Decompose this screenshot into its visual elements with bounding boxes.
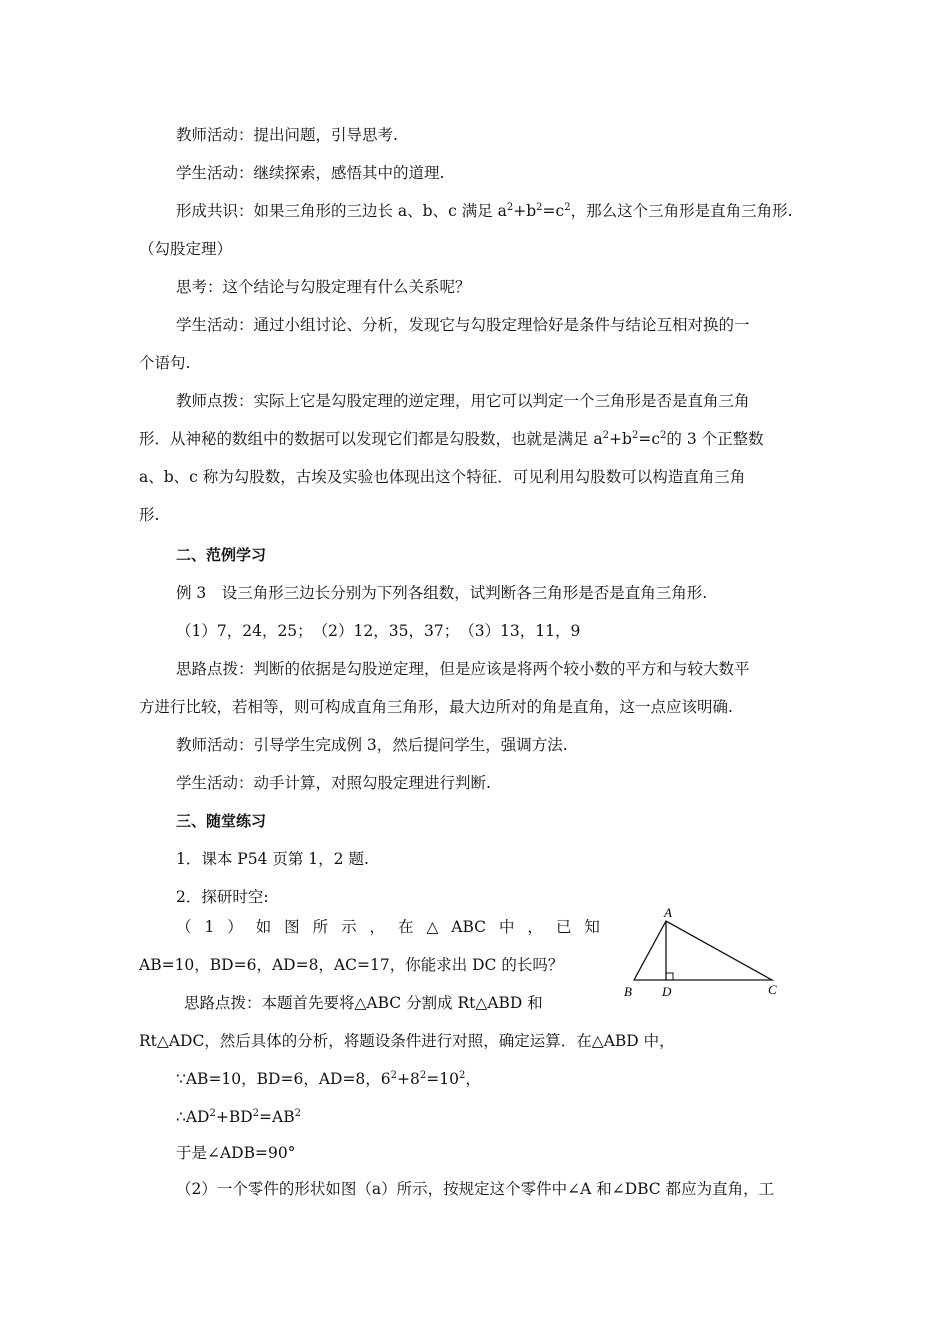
teacher-activity-1: 教师活动：提出问题，引导思考.	[176, 126, 398, 144]
label-a: A	[664, 906, 672, 920]
teacher-activity-2: 教师活动：引导学生完成例 3，然后提问学生，强调方法.	[176, 736, 568, 754]
practice-2: 2．探研时空:	[176, 888, 269, 906]
problem-1-hint-cont: Rt△ADC，然后具体的分析，将题设条件进行对照，确定运算．在△ABD 中，	[139, 1032, 675, 1050]
teacher-hint-1: 教师点拨：实际上它是勾股定理的逆定理，用它可以判定一个三角形是否是直角三角	[176, 392, 750, 410]
student-activity-1: 学生活动：继续探索，感悟其中的道理.	[176, 164, 445, 182]
think-question: 思考：这个结论与勾股定理有什么关系呢？	[176, 278, 471, 296]
pythagorean-theorem-note: （勾股定理）	[139, 240, 233, 258]
section-heading-examples: 二、范例学习	[176, 546, 267, 564]
practice-1: 1．课本 P54 页第 1，2 题.	[176, 850, 369, 868]
consensus-line: 形成共识：如果三角形的三边长 a、b、c 满足 $a^2+b^2=c^2$，那么这个三角形是直角三角形.	[176, 202, 793, 220]
problem-1-hint: 思路点拨：本题首先要将△ABC 分割成 Rt△ABD 和	[184, 994, 543, 1012]
label-b: B	[624, 984, 632, 999]
teacher-hint-1-end: 形.	[139, 506, 160, 524]
problem-1-given: AB=10，BD=6，AD=8，AC=17，你能求出 DC 的长吗？	[139, 956, 564, 974]
problem-2-intro: （2）一个零件的形状如图（a）所示，按规定这个零件中∠A 和∠DBC 都应为直角，工	[176, 1180, 775, 1198]
label-c: C	[768, 982, 777, 997]
problem-1-intro: （ 1 ） 如 图 所 示 ， 在 △ ABC 中 ， 已 知	[176, 918, 600, 936]
triangle-abc	[634, 921, 772, 980]
right-angle-mark	[666, 973, 673, 980]
student-activity-2-cont: 个语句.	[139, 354, 191, 372]
student-activity-2: 学生活动：通过小组讨论、分析，发现它与勾股定理恰好是条件与结论互相对换的一	[176, 316, 750, 334]
example-3: 例 3 设三角形三边长分别为下列各组数，试判断各三角形是否是直角三角形.	[176, 584, 708, 602]
teacher-hint-1-cont: 形．从神秘的数组中的数据可以发现它们都是勾股数，也就是满足 $a^2+b^2=c^2$的 3 个正整数	[139, 430, 764, 448]
therefore-line: $\therefore AD^2+BD^2=AB^2$	[176, 1108, 301, 1126]
conclusion-line: 于是∠ADB=90°	[176, 1144, 296, 1162]
triangle-figure	[622, 906, 792, 1006]
example-3-sets: （1）7，24，25； （2）12，35，37； （3）13，11，9	[176, 622, 581, 640]
student-activity-3: 学生活动：动手计算，对照勾股定理进行判断.	[176, 774, 491, 792]
teacher-hint-1-cont2: a、b、c 称为勾股数，古埃及实验也体现出这个特征．可见利用勾股数可以构造直角三角	[139, 468, 746, 486]
section-heading-practice: 三、随堂练习	[176, 812, 267, 830]
approach-hint: 思路点拨：判断的依据是勾股逆定理，但是应该是将两个较小数的平方和与较大数平	[176, 660, 750, 678]
approach-hint-cont: 方进行比较，若相等，则可构成直角三角形，最大边所对的角是直角，这一点应该明确.	[139, 698, 733, 716]
because-line: ∵AB=10，BD=6，AD=8，$6^2+8^2=10^2$，	[176, 1070, 481, 1088]
label-d: D	[662, 984, 672, 999]
